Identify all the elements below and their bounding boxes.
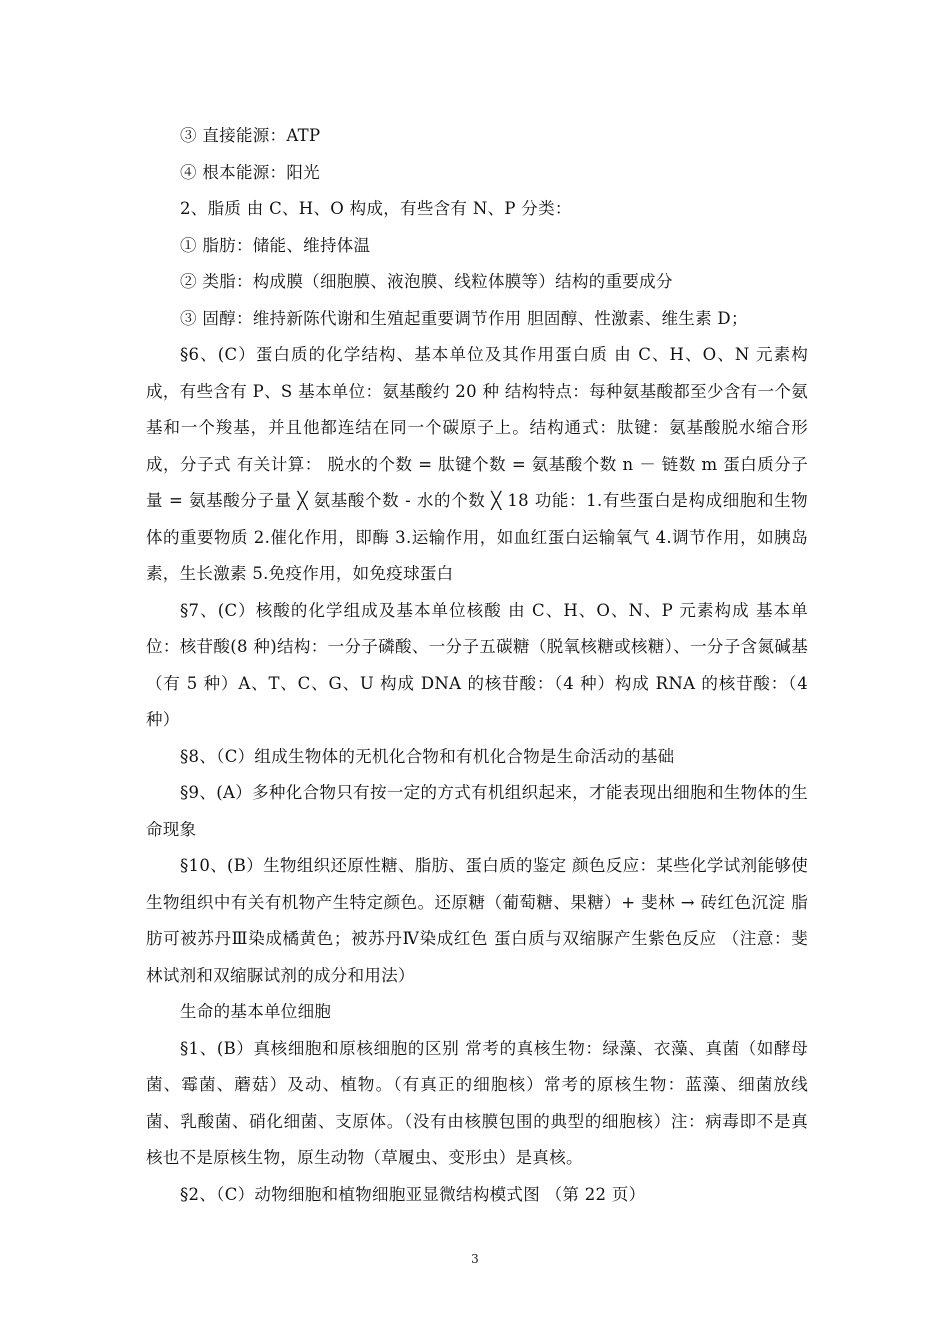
page-body bbox=[146, 118, 808, 1213]
section-heading-cell: 生命的基本单位细胞 bbox=[180, 1002, 332, 1021]
paragraph-lipoid: ② 类脂：构成膜（细胞膜、液泡膜、线粒体膜等）结构的重要成分 bbox=[180, 272, 673, 291]
paragraph-lipid-heading: 2、脂质 由 C、H、O 构成，有些含有 N、P 分类： bbox=[180, 199, 572, 218]
paragraph-fat: ① 脂肪：储能、维持体温 bbox=[180, 235, 371, 255]
paragraph-direct-energy: ③ 直接能源：ATP bbox=[180, 126, 321, 145]
paragraph-identification: §10、(B）生物组织还原性糖、脂肪、蛋白质的鉴定 颜色反应：某些化学试剂能够使生物组织中有关有机物产生特定颜色。还原糖（葡萄糖、果糖）+ 斐林 → 砖红色沉淀 脂肪可被苏丹Ⅲ染成橘黄色；被苏丹Ⅳ染成红色 蛋白质与双缩脲产生紫色反应 （注意：斐林试剂和双缩脲试剂的成分和用法） bbox=[146, 856, 808, 985]
paragraph-root-energy: ④ 根本能源：阳光 bbox=[180, 162, 320, 182]
paragraph-sterol: ③ 固醇：维持新陈代谢和生殖起重要调节作用 胆固醇、性激素、维生素 D； bbox=[180, 308, 748, 328]
paragraph-eukaryote-prokaryote: §1、(B）真核细胞和原核细胞的区别 常考的真核生物：绿藻、衣藻、真菌（如酵母菌、霉菌、蘑菇）及动、植物。（有真正的细胞核）常考的原核生物：蓝藻、细菌放线菌、乳酸菌、硝化细菌、支原体。（没有由核膜包围的典型的细胞核）注：病毒即不是真核也不是原核生物，原生动物（草履虫、变形虫）是真核。 bbox=[146, 1038, 808, 1167]
paragraph-cell-structure: §2、（C）动物细胞和植物细胞亚显微结构模式图 （第 22 页） bbox=[180, 1184, 646, 1204]
page-number: 3 bbox=[471, 1252, 479, 1266]
paragraph-organization: §9、(A）多种化合物只有按一定的方式有机组织起来，才能表现出细胞和生物体的生命现象 bbox=[146, 783, 808, 839]
paragraph-nucleic-acid: §7、(C）核酸的化学组成及基本单位核酸 由 C、H、O、N、P 元素构成 基本单位：核苷酸(8 种)结构：一分子磷酸、一分子五碳糖（脱氧核糖或核糖）、一分子含氮碱基（有 5 种）A、T、C、G、U 构成 DNA 的核苷酸：（4 种）构成 RNA 的核苷酸：（4 种） bbox=[146, 600, 808, 729]
paragraph-compounds: §8、（C）组成生物体的无机化合物和有机化合物是生命活动的基础 bbox=[180, 746, 675, 766]
paragraph-protein: §6、(C）蛋白质的化学结构、基本单位及其作用蛋白质 由 C、H、O、N 元素构成，有些含有 P、S 基本单位：氨基酸约 20 种 结构特点：每种氨基酸都至少含有一个氨基和一个羧基，并且他都连结在同一个碳原子上。结构通式：肽键：氨基酸脱水缩合形成，分子式 有关计算： 脱水的个数 = 肽键个数 = 氨基酸个数 n － 链数 m 蛋白质分子量 = 氨基酸分子量 ╳ 氨基酸个数 - 水的个数 ╳ 18 功能：1.有些蛋白是构成细胞和生物体的重要物质 2.催化作用，即酶 3.运输作用，如血红蛋白运输氧气 4.调节作用，如胰岛素，生长激素 5.免疫作用，如免疫球蛋白 bbox=[146, 345, 808, 583]
